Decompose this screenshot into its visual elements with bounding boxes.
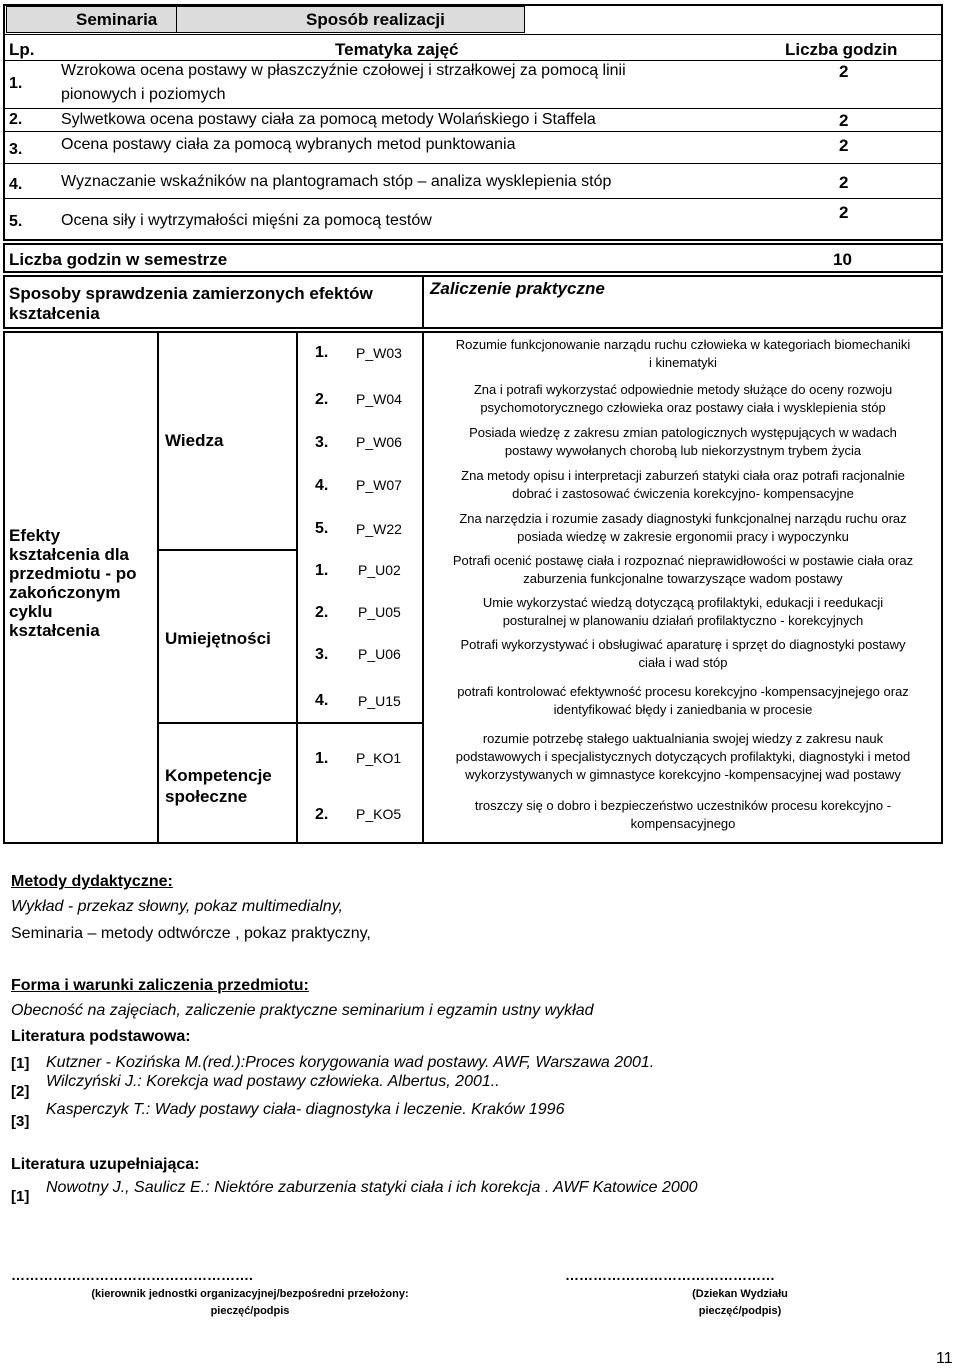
col-hours: Liczba godzin	[785, 40, 898, 59]
effect-desc-line: ciała i wad stóp	[638, 655, 728, 670]
divider	[5, 198, 942, 199]
effect-code: P_W06	[356, 434, 402, 450]
effects-label-line: zakończonym	[9, 583, 121, 602]
effect-desc-line: Posiada wiedzę z zakresu zmian patologicznych występujących w wadach	[469, 425, 897, 440]
effect-num: 4.	[315, 477, 329, 494]
effect-desc	[424, 594, 942, 630]
effect-code: P_U05	[358, 604, 401, 620]
effect-code: P_W03	[356, 345, 402, 361]
col-topic: Tematyka zajęć	[335, 40, 459, 59]
effect-code: P_U02	[358, 562, 401, 578]
effect-desc-line: Zna i potrafi wykorzystać odpowiednie metody służące do oceny rozwoju	[473, 382, 893, 397]
effect-desc-line: rozumie potrzebę stałego uaktualniania swojej wiedzy z zakresu nauk	[482, 731, 884, 746]
reference-number: [1]	[11, 1188, 30, 1205]
effect-desc	[424, 381, 942, 417]
effect-num: 1.	[315, 750, 329, 767]
effect-num: 4.	[315, 692, 329, 709]
reference-number: [2]	[11, 1083, 30, 1100]
effect-desc-line: posturalnej w planowaniu działań profilaktyczno - korekcyjnych	[502, 613, 864, 628]
effect-desc-line: postawy wywołanych chorobą lub niekorzystnym trybem życia	[504, 443, 862, 458]
effect-desc	[424, 467, 942, 503]
effect-code: P_KO5	[356, 806, 402, 822]
effect-desc-line: Rozumie funkcjonowanie narządu ruchu człowieka w kategoriach biomechaniki	[455, 337, 911, 352]
semester-label: Liczba godzin w semestrze	[9, 250, 228, 269]
methods-line: Seminaria – metody odtwórcze , pokaz praktyczny,	[11, 925, 371, 942]
assessment-line: Obecność na zajęciach, zaliczenie praktyczne seminarium i egzamin ustny wykład	[11, 1002, 594, 1019]
effect-num: 2.	[315, 391, 329, 408]
verification-value: Zaliczenie praktyczne	[430, 279, 605, 298]
row-topic: Wzrokowa ocena postawy w płaszczyźnie czołowej i strzałkowej za pomocą linii	[61, 62, 626, 79]
divider	[157, 331, 159, 844]
effect-desc	[424, 336, 942, 372]
effects-label-line: Efekty	[9, 526, 61, 545]
effects-label-line: kształcenia dla	[9, 545, 130, 564]
divider	[5, 34, 942, 35]
effects-label-line: kształcenia	[9, 621, 100, 640]
effect-desc-line: Potrafi ocenić postawę ciała i rozpoznać nieprawidłowości w postawie ciała oraz	[452, 553, 914, 568]
effect-desc	[424, 510, 942, 546]
effect-desc-line: troszczy się o dobro i bezpieczeństwo uczestników procesu korekcyjno -	[474, 798, 892, 813]
assessment-heading: Forma i warunki zaliczenia przedmiotu:	[11, 977, 309, 994]
row-hours: 2	[839, 203, 849, 222]
effect-desc-line: psychomotorycznego człowieka oraz postawy ciała i wysklepienia stóp	[480, 400, 886, 415]
methods-heading: Metody dydaktyczne:	[11, 873, 173, 890]
effect-code: P_KO1	[356, 750, 402, 766]
row-topic: Sylwetkowa ocena postawy ciała za pomocą metody Wolańskiego i Staffela	[61, 111, 596, 128]
effect-desc-line: Zna narzędzia i rozumie zasady diagnostyki funkcjonalnej narządu ruchu oraz	[459, 511, 907, 526]
reference-number: [3]	[11, 1113, 30, 1130]
divider	[5, 131, 942, 132]
effect-desc	[424, 730, 942, 784]
effect-desc	[424, 636, 942, 672]
page-number: 11	[936, 1350, 953, 1367]
semester-hours: 10	[833, 250, 852, 269]
row-hours: 2	[839, 111, 849, 130]
effect-num: 1.	[315, 562, 329, 579]
row-topic: Wyznaczanie wskaźników na plantogramach stóp – analiza wysklepienia stóp	[61, 173, 612, 190]
row-lp: 3.	[9, 141, 23, 158]
effect-num: 1.	[315, 344, 329, 361]
row-hours: 2	[839, 173, 849, 192]
verification-label: Sposoby sprawdzenia zamierzonych efektów	[9, 284, 373, 303]
effect-desc-line: Potrafi wykorzystywać i obsługiwać aparaturę i sprzęt do diagnostyki postawy	[460, 637, 906, 652]
literature-basic-heading: Literatura podstawowa:	[11, 1028, 191, 1045]
row-lp: 4.	[9, 176, 23, 193]
reference-text: Wilczyński J.: Korekcja wad postawy człowieka. Albertus, 2001..	[46, 1073, 500, 1090]
effect-num: 5.	[315, 520, 329, 537]
effect-desc-line: wykorzystywanych w gimnastyce korekcyjno -kompensacyjnej wad postawy	[465, 767, 901, 782]
row-topic: Ocena siły i wytrzymałości mięśni za pomocą testów	[61, 212, 432, 229]
signature-line-left: …………………………………………….	[11, 1267, 253, 1283]
header-sposob-realizacji: Sposób realizacji	[306, 10, 445, 29]
effect-desc-line: dobrać i zastosować ćwiczenia korekcyjno- kompensacyjne	[512, 486, 854, 501]
effect-desc	[424, 424, 942, 460]
row-topic: Ocena postawy ciała za pomocą wybranych metod punktowania	[61, 136, 516, 153]
group-kompetencje: Kompetencje	[165, 766, 272, 785]
effect-desc	[424, 552, 942, 588]
verification-label: kształcenia	[9, 304, 100, 323]
effect-desc-line: Umie wykorzystać wiedzą dotyczącą profilaktyki, edukacji i reedukacji	[482, 595, 884, 610]
effect-code: P_U06	[358, 646, 401, 662]
effect-desc-line: podstawowych i specjalistycznych dotyczących profilaktyki, diagnostyki i metod	[455, 749, 911, 764]
divider	[5, 60, 942, 61]
row-lp: 1.	[9, 75, 23, 92]
divider	[296, 722, 422, 724]
reference-text: Kasperczyk T.: Wady postawy ciała- diagnostyka i leczenie. Kraków 1996	[46, 1101, 565, 1118]
effect-num: 3.	[315, 434, 329, 451]
signature-line-right: ………………………………………	[565, 1267, 775, 1283]
divider	[296, 331, 298, 844]
divider	[422, 275, 424, 329]
effect-desc-line: posiada wiedzę w zakresie ergonomii pracy i wypoczynku	[517, 529, 849, 544]
effects-label	[9, 526, 136, 640]
effect-desc-line: kompensacyjnego	[630, 816, 736, 831]
divider	[157, 549, 297, 551]
reference-text: Kutzner - Kozińska M.(red.):Proces korygowania wad postawy. AWF, Warszawa 2001.	[46, 1054, 655, 1071]
row-lp: 2.	[9, 111, 23, 128]
effect-code: P_U15	[358, 693, 401, 709]
effect-desc	[424, 797, 942, 833]
row-hours: 2	[839, 62, 849, 81]
effect-desc-line: zaburzenia funkcjonalne towarzyszące wadom postawy	[523, 571, 843, 586]
signature-label-left: (kierownik jednostki organizacyjnej/bezpośredni przełożony:	[91, 1288, 409, 1300]
effects-label-line: cyklu	[9, 602, 53, 621]
methods-line: Wykład - przekaz słowny, pokaz multimedialny,	[11, 898, 343, 915]
reference-text: Nowotny J., Saulicz E.: Niektóre zaburzenia statyki ciała i ich korekcja . AWF Katowice 2000	[46, 1179, 698, 1196]
group-umiejetnosci: Umiejętności	[165, 629, 271, 648]
effect-desc-line: Zna metody opisu i interpretacji zaburzeń statyki ciała oraz potrafi racjonalnie	[461, 468, 905, 483]
effect-desc-line: i kinematyki	[649, 355, 717, 370]
divider	[5, 108, 942, 109]
row-topic: pionowych i poziomych	[61, 86, 226, 103]
effect-num: 2.	[315, 806, 329, 823]
effect-code: P_W04	[356, 391, 402, 407]
row-hours: 2	[839, 136, 849, 155]
signature-label-right: pieczęć/podpis)	[698, 1305, 782, 1317]
effect-desc	[424, 683, 942, 719]
group-kompetencje: społeczne	[165, 787, 248, 806]
reference-number: [1]	[11, 1055, 30, 1072]
effect-num: 3.	[315, 646, 329, 663]
effects-label-line: przedmiotu - po	[9, 564, 137, 583]
signature-label-right: (Dziekan Wydziału	[692, 1288, 788, 1300]
col-lp: Lp.	[9, 40, 35, 59]
signature-label-left: pieczęć/podpis	[210, 1305, 290, 1317]
row-lp: 5.	[9, 213, 23, 230]
divider	[176, 6, 177, 33]
divider	[157, 722, 297, 724]
divider	[5, 163, 942, 164]
effect-num: 2.	[315, 604, 329, 621]
effect-code: P_W22	[356, 521, 402, 537]
effect-code: P_W07	[356, 477, 402, 493]
effect-desc-line: identyfikować błędy i zaniedbania w procesie	[553, 702, 813, 717]
effect-desc-line: potrafi kontrolować efektywność procesu korekcyjno -kompensacyjnejego oraz	[457, 684, 909, 699]
group-wiedza: Wiedza	[165, 431, 224, 450]
header-seminaria: Seminaria	[76, 10, 158, 29]
literature-extra-heading: Literatura uzupełniająca:	[11, 1156, 200, 1173]
